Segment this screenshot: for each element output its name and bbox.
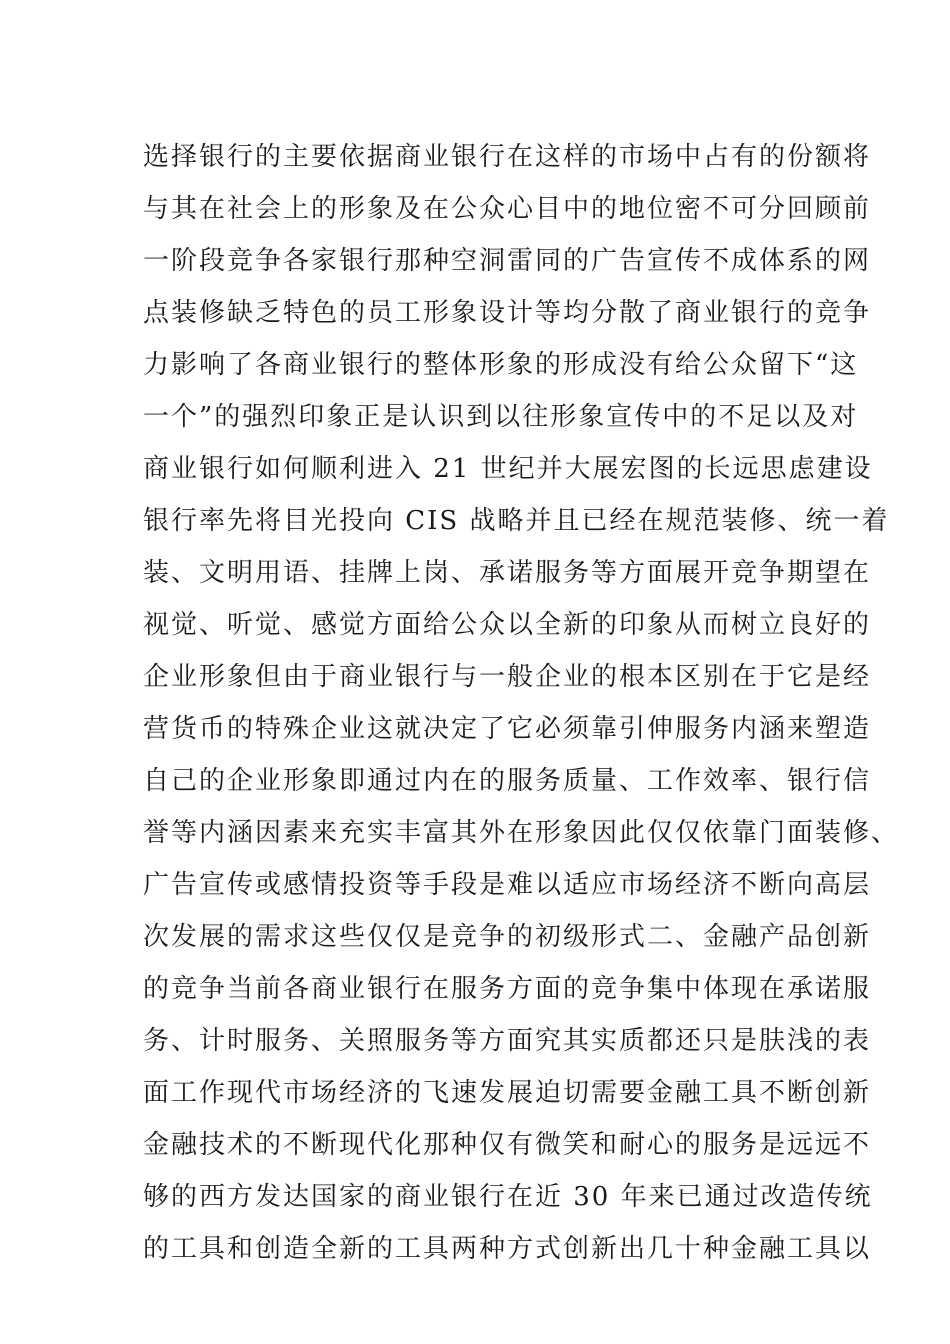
text-line: 企业形象但由于商业银行与一般企业的根本区别在于它是经: [143, 662, 872, 692]
text-line: 一个”的强烈印象正是认识到以往形象宣传中的不足以及对: [143, 402, 859, 432]
text-line: 一阶段竞争各家银行那种空洞雷同的广告宣传不成体系的网: [143, 246, 872, 276]
text-line: 的工具和创造全新的工具两种方式创新出几十种金融工具以: [143, 1234, 872, 1264]
text-line: 誉等内涵因素来充实丰富其外在形象因此仅仅依靠门面装修、: [143, 818, 900, 848]
text-line: 点装修缺乏特色的员工形象设计等均分散了商业银行的竞争: [143, 298, 872, 328]
text-line: 的竞争当前各商业银行在服务方面的竞争集中体现在承诺服: [143, 974, 872, 1004]
text-line: 视觉、听觉、感觉方面给公众以全新的印象从而树立良好的: [143, 610, 872, 640]
text-line: 力影响了各商业银行的整体形象的形成没有给公众留下“这: [143, 350, 859, 380]
text-line: 装、文明用语、挂牌上岗、承诺服务等方面展开竞争期望在: [143, 558, 872, 588]
text-line: 金融技术的不断现代化那种仅有微笑和耐心的服务是远远不: [143, 1130, 872, 1160]
text-line: 自己的企业形象即通过内在的服务质量、工作效率、银行信: [143, 766, 872, 796]
text-line: 银行率先将目光投向 CIS 战略并且已经在规范装修、统一着: [143, 506, 890, 536]
text-line: 够的西方发达国家的商业银行在近 30 年来已通过改造传统: [143, 1182, 873, 1212]
text-line: 务、计时服务、关照服务等方面究其实质都还只是肤浅的表: [143, 1026, 872, 1056]
text-line: 面工作现代市场经济的飞速发展迫切需要金融工具不断创新: [143, 1078, 872, 1108]
body-paragraph: [143, 131, 900, 1275]
text-line: 次发展的需求这些仅仅是竞争的初级形式二、金融产品创新: [143, 922, 872, 952]
text-line: 选择银行的主要依据商业银行在这样的市场中占有的份额将: [143, 142, 872, 172]
text-line: 营货币的特殊企业这就决定了它必须靠引伸服务内涵来塑造: [143, 714, 872, 744]
text-line: 商业银行如何顺利进入 21 世纪并大展宏图的长远思虑建设: [143, 454, 873, 484]
text-line: 与其在社会上的形象及在公众心目中的地位密不可分回顾前: [143, 194, 872, 224]
text-line: 广告宣传或感情投资等手段是难以适应市场经济不断向高层: [143, 870, 872, 900]
